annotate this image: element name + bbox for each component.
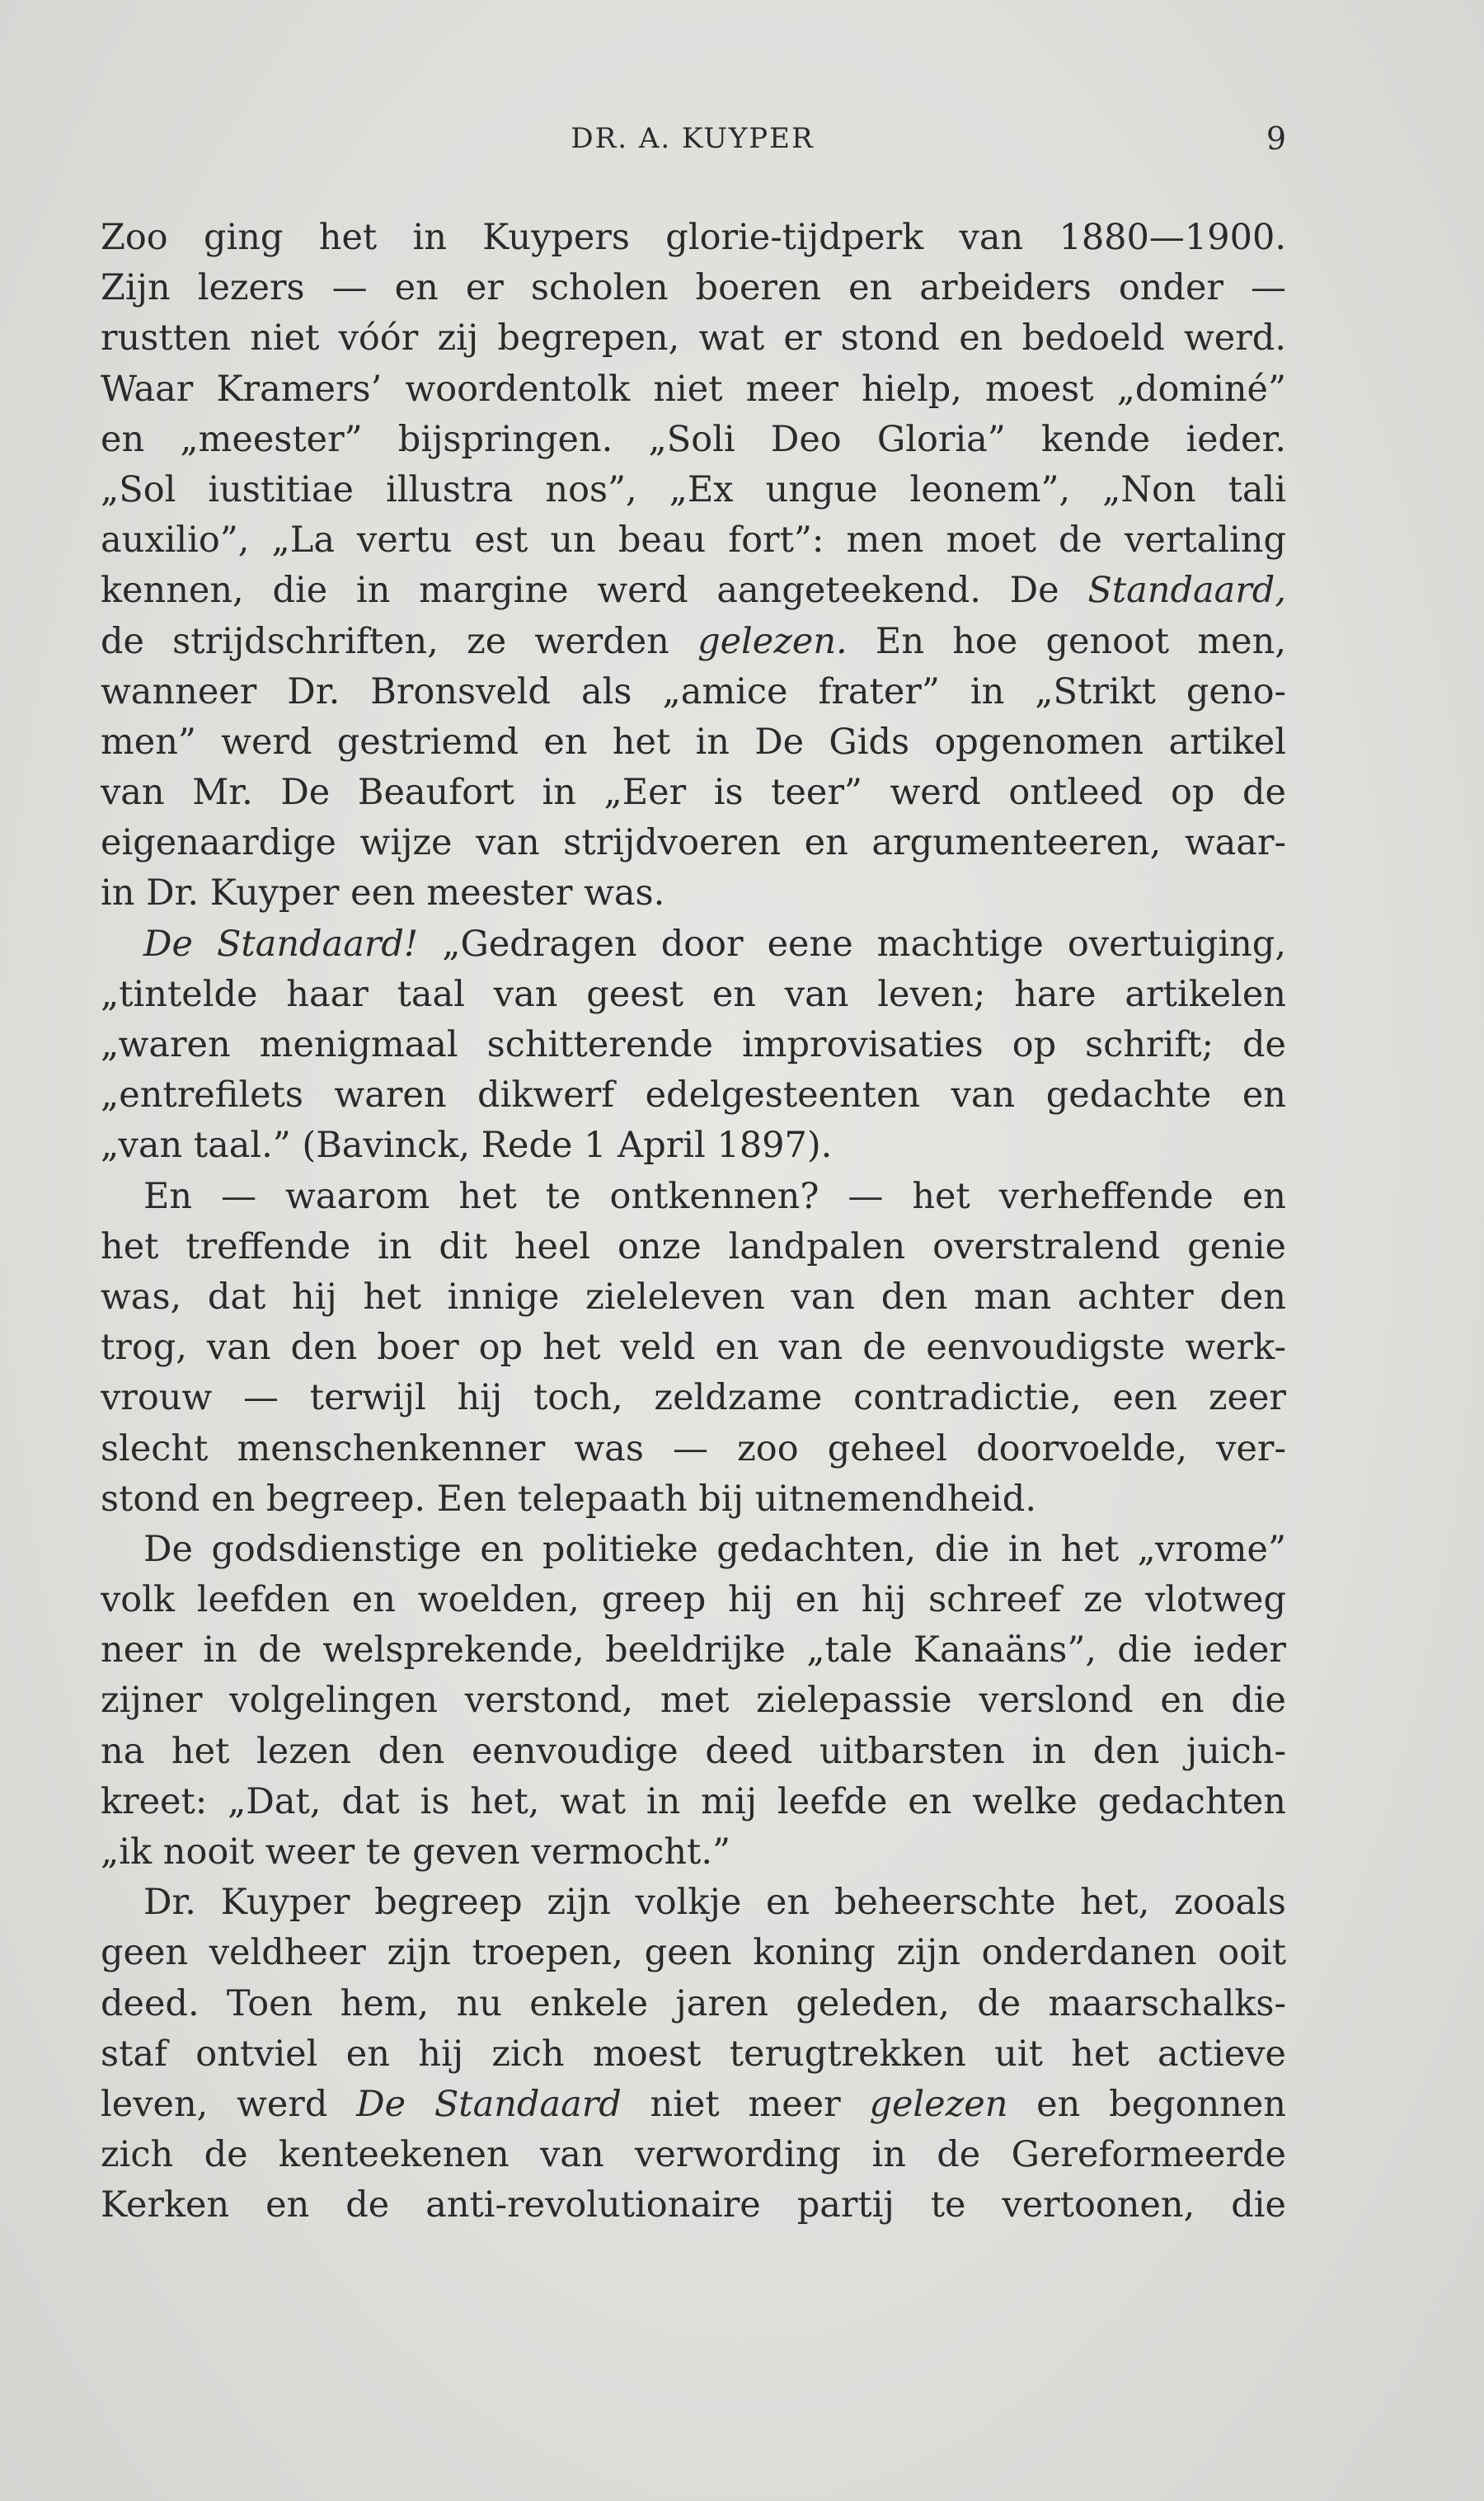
italic-text: gelezen [869, 2083, 1008, 2125]
text-segment: slecht menschenkenner was — zoo geheel doorvoelde, ver- [101, 1427, 1286, 1469]
text-segment: rustten niet vóór zij begrepen, wat er stond en bedoeld werd. [101, 317, 1286, 360]
text-segment: stond en begreep. Een telepaath bij uitnemendheid. [101, 1478, 1036, 1520]
text-line [101, 1272, 1286, 1323]
text-segment: kreet: „Dat, dat is het, wat in mij leefde en welke gedachten [101, 1780, 1286, 1822]
text-line [101, 1777, 1286, 1827]
running-title: DR. A. KUYPER [571, 122, 815, 155]
text-segment: auxilio”, „La vertu est un beau fort”: men moet de vertaling [101, 519, 1286, 562]
text-segment: „entrefilets waren dikwerf edelgesteenten van gedachte en [101, 1074, 1286, 1117]
italic-text: gelezen. [697, 620, 848, 662]
text-line [101, 1172, 1286, 1222]
text-segment: trog, van den boer op het veld en van de eenvoudigste werk- [101, 1327, 1286, 1369]
body-text [101, 213, 1286, 2231]
text-segment: Waar Kramers’ woordentolk niet meer hielp, moest „dominé” [101, 368, 1286, 410]
text-segment: niet meer [621, 2083, 870, 2125]
text-line [101, 1625, 1286, 1676]
text-line [101, 566, 1286, 616]
text-segment: de strijdschriften, ze werden [101, 620, 698, 662]
text-line [101, 868, 1286, 919]
text-segment: „Sol iustitiae illustra nos”, „Ex ungue leonem”, „Non tali [101, 468, 1286, 510]
text-line [101, 2180, 1286, 2231]
text-line [101, 768, 1286, 818]
italic-text: De Standaard [356, 2083, 622, 2125]
text-segment: was, dat hij het innige zieleleven van den man achter den [101, 1276, 1286, 1318]
text-line [101, 818, 1286, 868]
text-line [101, 465, 1286, 515]
text-segment: „waren menigmaal schitterende improvisaties op schrift; de [101, 1024, 1286, 1065]
text-line [101, 1727, 1286, 1777]
text-line [101, 1827, 1286, 1878]
text-line [101, 919, 1286, 970]
text-line [101, 1676, 1286, 1726]
text-line [101, 1928, 1286, 1978]
text-line [101, 1525, 1286, 1575]
text-segment: het treffende in dit heel onze landpalen overstralend genie [101, 1225, 1286, 1267]
text-line [101, 617, 1286, 667]
text-line [101, 1474, 1286, 1525]
text-line [101, 2029, 1286, 2080]
text-segment: wanneer Dr. Bronsveld als „amice frater” in „Strikt geno- [101, 670, 1286, 712]
text-segment: leven, werd [101, 2083, 357, 2125]
text-segment: „van taal.” (Bavinck, Rede 1 April 1897). [101, 1125, 833, 1167]
text-line [101, 2080, 1286, 2130]
text-segment: Zijn lezers — en er scholen boeren en arbeiders onder — [101, 267, 1286, 309]
text-line [101, 1323, 1286, 1373]
text-segment: Dr. Kuyper begreep zijn volkje en beheerschte het, zooals [143, 1882, 1286, 1924]
text-segment: men” werd gestriemd en het in De Gids opgenomen artikel [101, 721, 1286, 763]
text-segment: volk leefden en woelden, greep hij en hij schreef ze vlotweg [101, 1579, 1286, 1621]
text-line [101, 415, 1286, 465]
text-segment: En — waarom het te ontkennen? — het verheffende en [143, 1175, 1286, 1217]
text-line [101, 2130, 1286, 2180]
italic-text: De Standaard! [143, 923, 419, 965]
text-segment: deed. Toen hem, nu enkele jaren geleden, de maarschalks- [101, 1982, 1286, 2024]
text-segment: geen veldheer zijn troepen, geen koning zijn onderdanen ooit [101, 1932, 1286, 1974]
text-segment: in Dr. Kuyper een meester was. [101, 872, 665, 914]
text-line [101, 313, 1286, 364]
text-line [101, 667, 1286, 717]
text-segment: De godsdienstige en politieke gedachten, die in het „vrome” [143, 1528, 1286, 1570]
text-segment: „ik nooit weer te geven vermocht.” [101, 1831, 730, 1873]
text-segment: na het lezen den eenvoudige deed uitbarsten in den juich- [101, 1730, 1286, 1772]
text-line [101, 1222, 1286, 1272]
text-line [101, 263, 1286, 313]
text-line [101, 515, 1286, 566]
text-segment: Kerken en de anti-revolutionaire partij te vertoonen, die [101, 2184, 1286, 2226]
text-segment: Zoo ging het in Kuypers glorie-tijdperk van 1880—1900. [101, 217, 1286, 258]
text-segment: neer in de welsprekende, beeldrijke „tale Kanaäns”, die ieder [101, 1629, 1286, 1671]
text-line [101, 1373, 1286, 1423]
text-segment: En hoe genoot men, [847, 620, 1286, 662]
text-segment: vrouw — terwijl hij toch, zeldzame contradictie, een zeer [101, 1377, 1286, 1419]
text-line [101, 1575, 1286, 1625]
text-segment: en „meester” bijspringen. „Soli Deo Gloria” kende ieder. [101, 418, 1286, 460]
text-segment: „Gedragen door eene machtige overtuiging, [418, 923, 1286, 965]
text-line [101, 364, 1286, 415]
text-segment: zich de kenteekenen van verwording in de Gereformeerde [101, 2134, 1286, 2176]
text-segment: „tintelde haar taal van geest en van leven; hare artikelen [101, 973, 1286, 1015]
text-line [101, 1424, 1286, 1474]
italic-text: Standaard, [1087, 570, 1286, 612]
text-segment: en begonnen [1007, 2083, 1286, 2125]
text-line [101, 1878, 1286, 1928]
text-segment: eigenaardige wijze van strijdvoeren en argumenteeren, waar- [101, 822, 1286, 864]
text-segment: kennen, die in margine werd aangeteekend. De [101, 570, 1088, 612]
text-line [101, 1979, 1286, 2029]
text-segment: staf ontviel en hij zich moest terugtrekken uit het actieve [101, 2033, 1286, 2075]
text-line [101, 213, 1286, 263]
text-segment: zijner volgelingen verstond, met zielepassie verslond en die [101, 1680, 1286, 1722]
text-line [101, 1020, 1286, 1070]
text-line [101, 1070, 1286, 1121]
text-line [101, 1121, 1286, 1171]
text-line [101, 717, 1286, 768]
page-number: 9 [1266, 120, 1286, 157]
text-segment: van Mr. De Beaufort in „Eer is teer” werd ontleed op de [101, 772, 1286, 814]
text-line [101, 970, 1286, 1020]
running-head [99, 114, 1286, 163]
